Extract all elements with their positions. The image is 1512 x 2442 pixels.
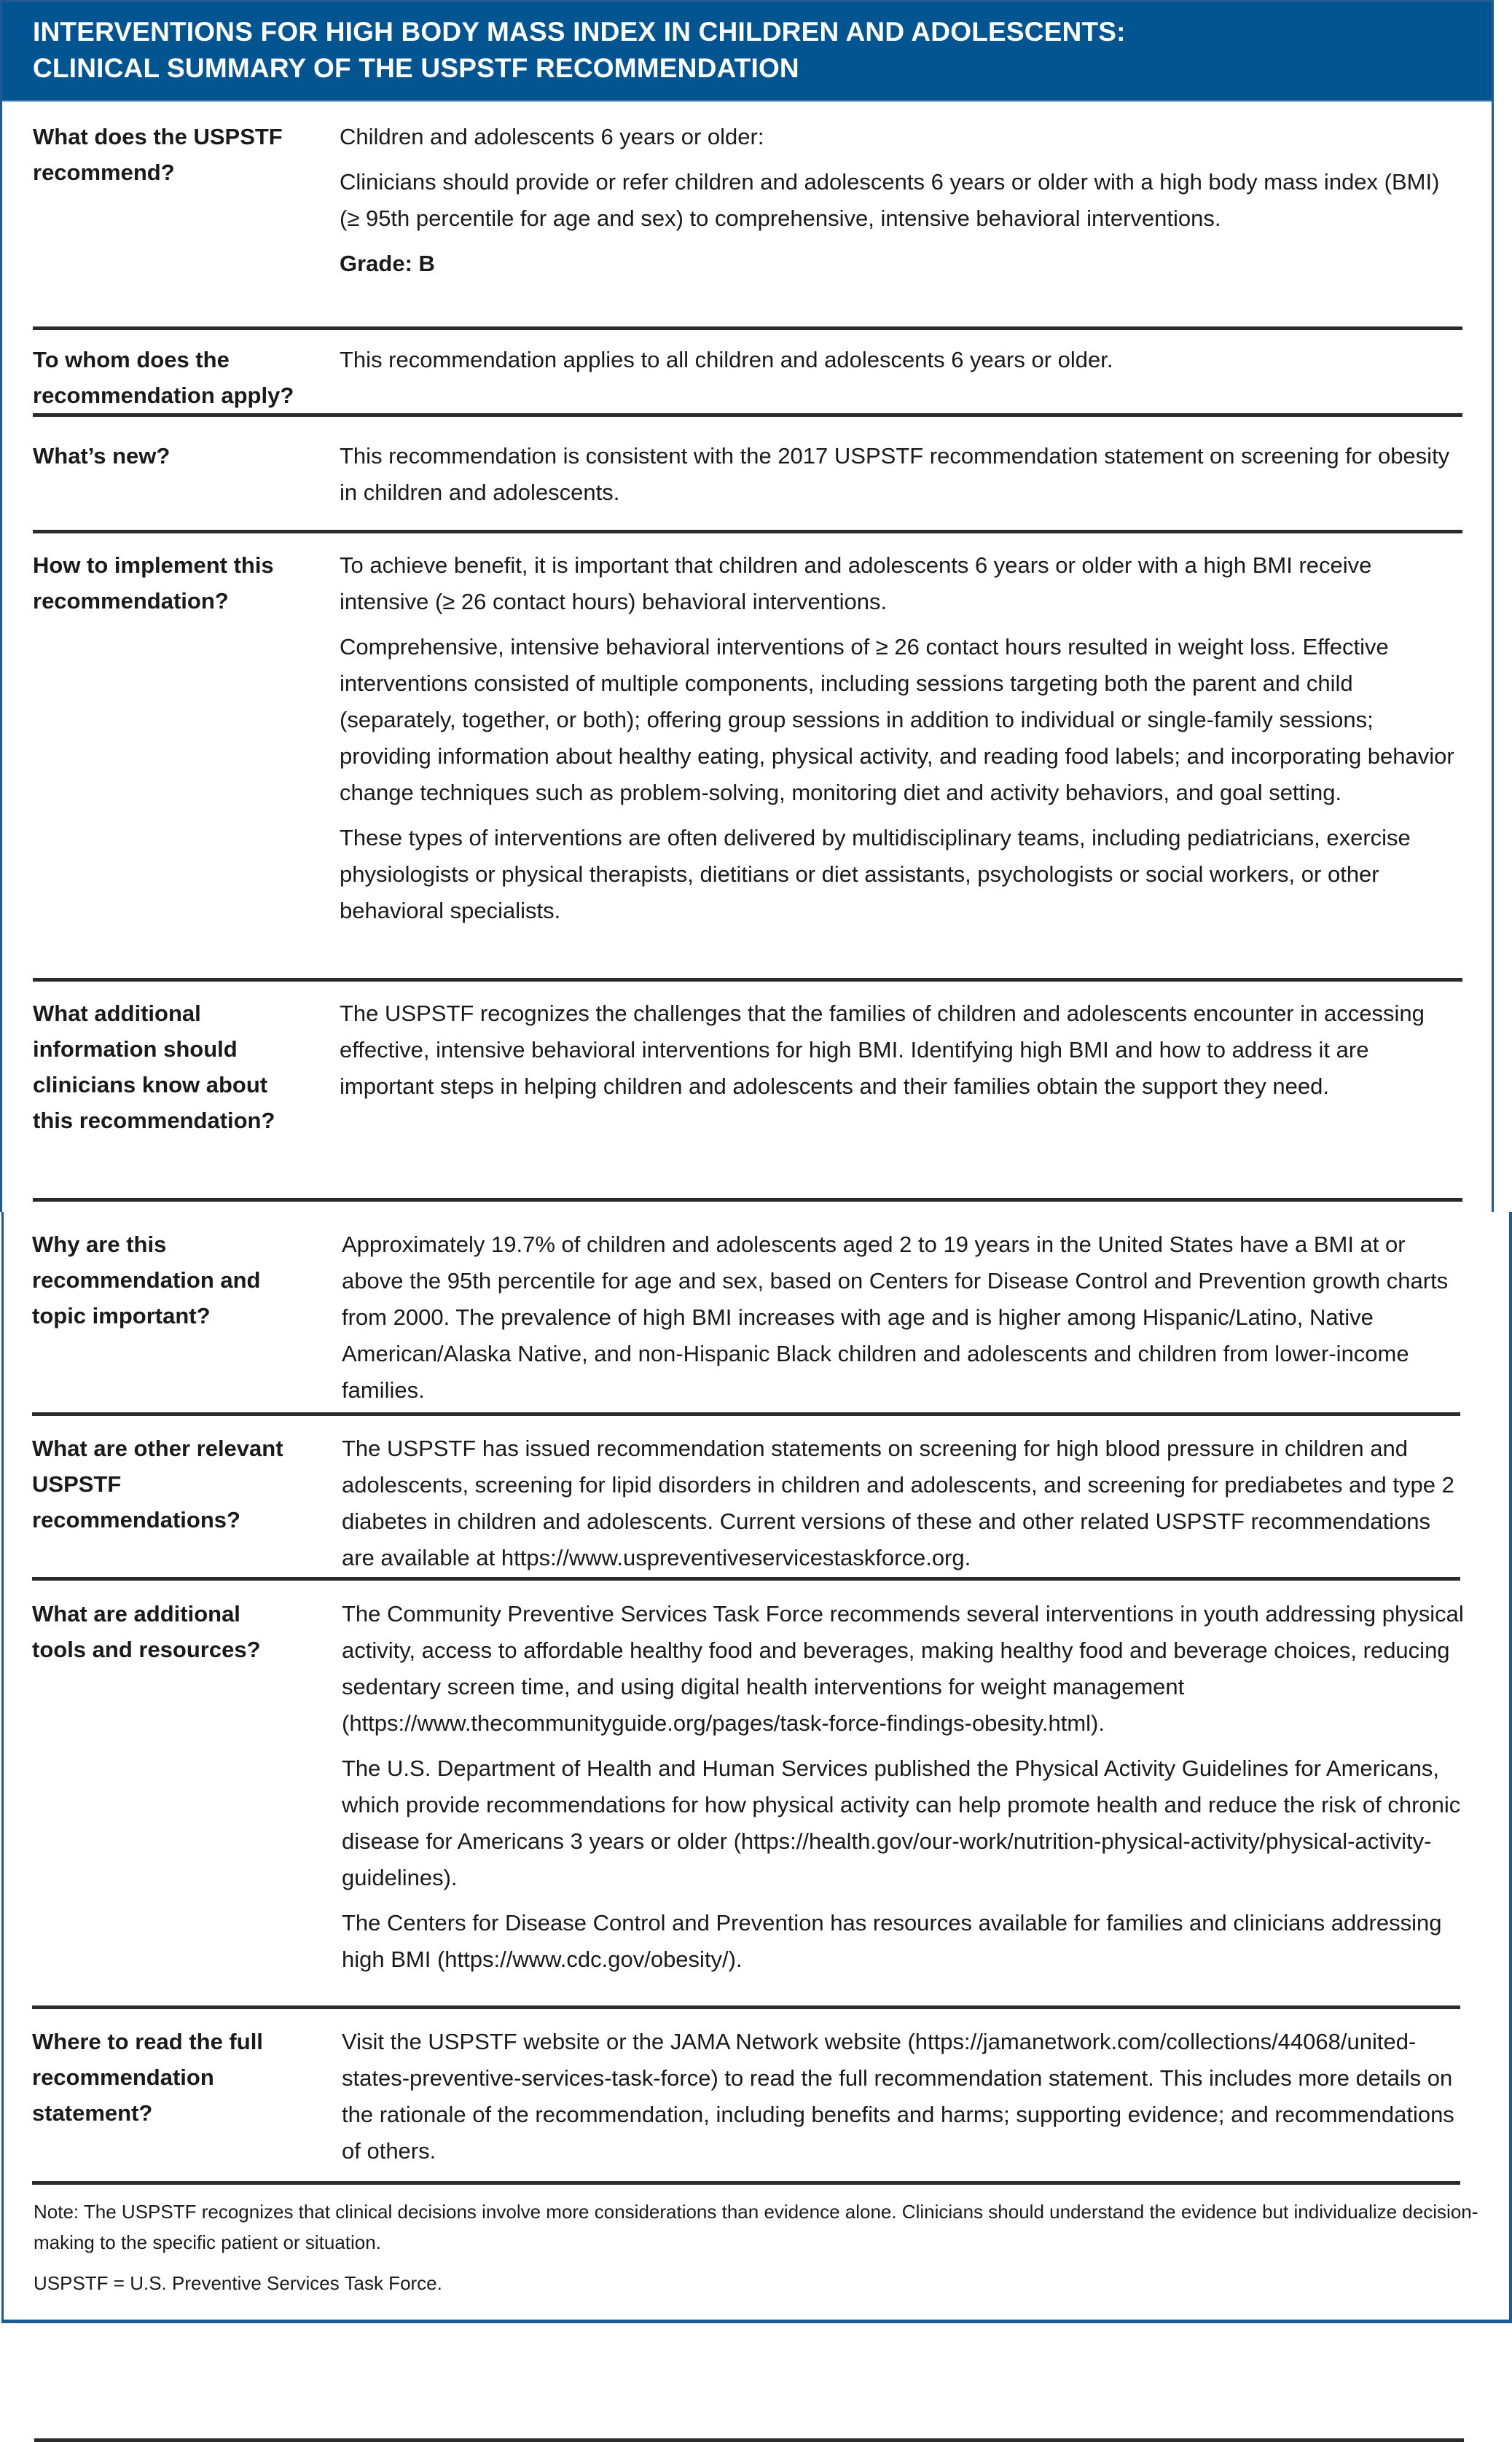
- row-label: What additional information should clinicians know about this recommendation?: [33, 1001, 275, 1133]
- table-row: [33, 547, 1462, 982]
- row-paragraph: Visit the USPSTF website or the JAMA Network website (https://jamanetwork.com/collections/44068/united-states-preventive-services-task-force) to read the full recommendation statement. This includes more details on the rationale of the recommendation, including benefits and harms; supporting evidence; and recommendations of others.: [342, 2029, 1454, 2164]
- row-label: What are other relevant USPSTF recommendations?: [32, 1436, 283, 1533]
- row-body: [340, 547, 1465, 938]
- table-row: [32, 1431, 1460, 1581]
- row-paragraph: The Community Preventive Services Task Force recommends several interventions in youth addressing physical activity, access to affordable healthy food and beverages, making healthy food and beverage choices, reducing sedentary screen time, and using digital health interventions for weight management (https://www.thecommunityguide.org/pages/task-force-findings-obesity.html).: [342, 1601, 1464, 1736]
- row-body: [340, 119, 1465, 291]
- row-paragraph: The U.S. Department of Health and Human Services published the Physical Activity Guidelines for Americans, which provide recommendations for how physical activity can help promote health and reduce the risk of chronic disease for Americans 3 years or older (https://health.gov/our-work/nutrition-physical-activity/physical-activity-guidelines).: [342, 1756, 1461, 1890]
- table-row: [33, 438, 1462, 533]
- table-row: [33, 119, 1462, 330]
- row-body: [342, 1226, 1468, 1417]
- row-body: [340, 995, 1465, 1114]
- table-row: [33, 342, 1462, 417]
- row-label: To whom does the recommendation apply?: [33, 347, 294, 408]
- grade-label: Grade: B: [340, 251, 435, 276]
- row-label: How to implement this recommendation?: [33, 552, 274, 614]
- summary-panel-top: [0, 0, 1494, 1212]
- footnote-text: Note: The USPSTF recognizes that clinical decisions involve more considerations than evidence alone. Clinicians should understand the evidence but individualize decision-making to the specific patient or situation.: [34, 2201, 1478, 2253]
- row-paragraph: Approximately 19.7% of children and adolescents aged 2 to 19 years in the United States have a BMI at or above the 95th percentile for age and sex, based on Centers for Disease Control and Prevention growth charts from 2000. The prevalence of high BMI increases with age and is higher among Hispanic/Latino, Native American/Alaska Native, and non-Hispanic Black children and adolescents and children from lower-income families.: [342, 1232, 1449, 1403]
- row-paragraph: Children and adolescents 6 years or older:: [340, 124, 764, 149]
- row-paragraph: This recommendation applies to all children and adolescents 6 years or older.: [340, 347, 1113, 372]
- row-paragraph: These types of interventions are often delivered by multidisciplinary teams, including pediatricians, exercise physiologists or physical therapists, dietitians or diet assistants, psychologists or social workers, or other behavioral specialists.: [340, 825, 1411, 923]
- row-body: [340, 342, 1465, 387]
- row-label: What’s new?: [33, 443, 171, 469]
- abbreviation-text: USPSTF = U.S. Preventive Services Task Force.: [34, 2272, 442, 2294]
- row-paragraph: Comprehensive, intensive behavioral interventions of ≥ 26 contact hours resulted in weight loss. Effective interventions consisted of multiple components, including sessions targeting both the parent and child (separately, together, or both); offering group sessions in addition to individual or single-family sessions; providing information about healthy eating, physical activity, and reading food labels; and incorporating behavior change techniques such as problem-solving, monitoring diet and activity behaviors, and goal setting.: [340, 634, 1454, 805]
- page-title: [2, 2, 1492, 102]
- row-body: [340, 438, 1465, 520]
- table-row: [32, 1226, 1460, 1416]
- title-line-1: INTERVENTIONS FOR HIGH BODY MASS INDEX IN CHILDREN AND ADOLESCENTS:: [33, 17, 1126, 47]
- row-paragraph: This recommendation is consistent with the 2017 USPSTF recommendation statement on screening for obesity in children and adolescents.: [340, 443, 1450, 505]
- row-paragraph: The USPSTF has issued recommendation statements on screening for high blood pressure in children and adolescents, screening for lipid disorders in children and adolescents, and screening for prediabetes and type 2 diabetes in children and adolescents. Current versions of these and other related USPSTF recommendations are available at https://www.uspreventiveservicestaskforce.org.: [342, 1436, 1454, 1570]
- row-label: What does the USPSTF recommend?: [33, 124, 283, 185]
- table-row: [32, 2024, 1460, 2185]
- row-body: [342, 1431, 1468, 1585]
- row-body: [342, 1596, 1468, 1987]
- row-label: What are additional tools and resources?: [32, 1601, 261, 1662]
- row-label: Where to read the full recommendation statement?: [32, 2029, 263, 2126]
- row-body: [342, 2024, 1468, 2178]
- table-row: [32, 1596, 1464, 2009]
- row-paragraph: Clinicians should provide or refer children and adolescents 6 years or older with a high body mass index (BMI) (≥ 95th percentile for age and sex) to comprehensive, intensive behavioral interventions.: [340, 169, 1440, 231]
- title-line-2: CLINICAL SUMMARY OF THE USPSTF RECOMMENDATION: [33, 53, 799, 83]
- row-label: Why are this recommendation and topic important?: [32, 1232, 261, 1328]
- row-paragraph: The USPSTF recognizes the challenges that the families of children and adolescents encounter in accessing effective, intensive behavioral interventions for high BMI. Identifying high BMI and how to address it are important steps in helping children and adolescents and their families obtain the support they need.: [340, 1001, 1425, 1099]
- footnote: [34, 2196, 1484, 2309]
- row-paragraph: To achieve benefit, it is important that children and adolescents 6 years or older with a high BMI receive intensive (≥ 26 contact hours) behavioral interventions.: [340, 552, 1372, 614]
- table-row: [33, 995, 1462, 1202]
- row-paragraph: The Centers for Disease Control and Prevention has resources available for families and clinicians addressing high BMI (https://www.cdc.gov/obesity/).: [342, 1910, 1442, 1972]
